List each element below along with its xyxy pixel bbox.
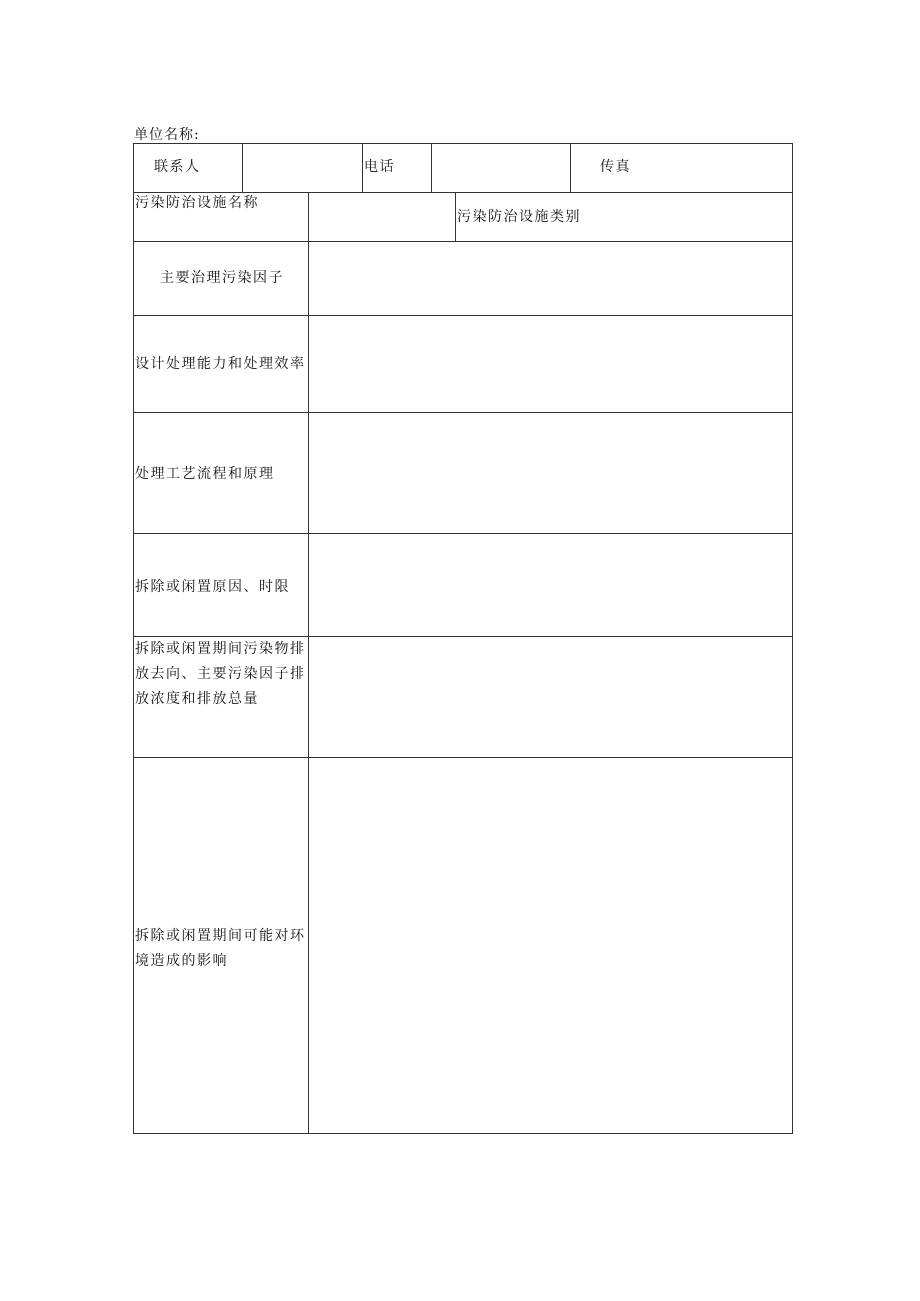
unit-name-label: 单位名称:	[134, 127, 200, 143]
table-rule	[308, 192, 309, 1133]
table-rule	[362, 143, 363, 192]
row-label-line: 放去向、主要污染因子排	[135, 666, 306, 682]
table-rule	[242, 143, 243, 192]
table-border-top	[133, 143, 793, 144]
fax-label: 传真	[600, 159, 631, 175]
table-rule	[133, 757, 793, 758]
row-label-design-capacity: 设计处理能力和处理效率	[135, 356, 306, 372]
phone-label: 电话	[364, 159, 395, 175]
row-label-line: 拆除或闲置期间可能对环	[135, 928, 306, 944]
table-rule	[570, 143, 571, 192]
table-border-left	[133, 143, 134, 1134]
row-label-line: 拆除或闲置期间污染物排	[135, 641, 306, 657]
row-label-removal-reason: 拆除或闲置原因、时限	[135, 579, 290, 595]
row-label-pollutant-factors: 主要治理污染因子	[160, 270, 284, 286]
table-rule	[133, 412, 793, 413]
table-rule	[431, 143, 432, 192]
table-rule	[133, 315, 793, 316]
table-rule	[133, 241, 793, 242]
table-rule	[133, 533, 793, 534]
table-border-bottom	[133, 1133, 793, 1134]
row-label-line: 境造成的影响	[135, 953, 228, 969]
row-label-process-flow: 处理工艺流程和原理	[135, 466, 275, 482]
contact-label: 联系人	[154, 159, 201, 175]
table-rule	[455, 192, 456, 241]
row-label-line: 放浓度和排放总量	[135, 691, 259, 707]
facility-type-label: 污染防治设施类别	[457, 209, 581, 225]
table-border-right	[792, 143, 793, 1134]
facility-name-label: 污染防治设施名称	[135, 195, 259, 211]
